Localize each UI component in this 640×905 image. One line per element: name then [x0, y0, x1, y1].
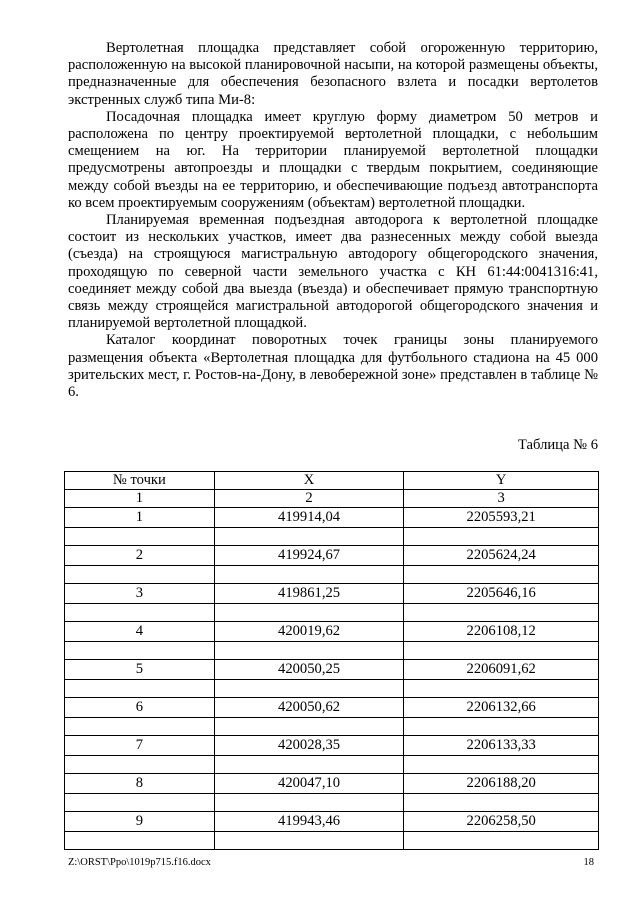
cell-point: 3 [65, 584, 215, 604]
cell-x: 420050,62 [214, 698, 404, 718]
paragraph-landing-pad: Посадочная площадка имеет круглую форму диаметром 50 метров и расположена по центру проектируемой вертолетной площадки, с небольшим смещением на юг. На территории планируемой вертолетной площадки предусмотрены автопроезды и площадки с твердым покрытием, соединяющие между собой въезды на ее территорию, и обеспечивающие подъезд автотранспорта ко всем проектируемым сооружениям (объектам) вертолетной площадки. [68, 108, 598, 211]
footer-file-path: Z:\ORST\Ppo\1019p715.f16.docx [68, 857, 211, 868]
column-number-2: 2 [214, 490, 404, 508]
empty-cell [214, 756, 404, 774]
table-spacer-row [65, 832, 599, 850]
table-row [65, 812, 599, 832]
empty-cell [65, 680, 215, 698]
table-row [65, 660, 599, 680]
table-column-numbers-row [65, 490, 599, 508]
table-caption: Таблица № 6 [518, 437, 598, 453]
empty-cell [404, 718, 599, 736]
table-spacer-row [65, 718, 599, 736]
cell-point: 8 [65, 774, 215, 794]
empty-cell [65, 566, 215, 584]
cell-point: 7 [65, 736, 215, 756]
cell-point: 6 [65, 698, 215, 718]
table-row [65, 774, 599, 794]
cell-y: 2205593,21 [404, 508, 599, 528]
cell-y: 2205624,24 [404, 546, 599, 566]
table-spacer-row [65, 794, 599, 812]
empty-cell [404, 604, 599, 622]
empty-cell [214, 566, 404, 584]
cell-x: 419861,25 [214, 584, 404, 604]
table-row [65, 622, 599, 642]
header-x: X [214, 472, 404, 490]
empty-cell [214, 642, 404, 660]
header-y: Y [404, 472, 599, 490]
table-row [65, 698, 599, 718]
column-number-3: 3 [404, 490, 599, 508]
table-header-row [65, 472, 599, 490]
empty-cell [65, 718, 215, 736]
empty-cell [404, 680, 599, 698]
empty-cell [214, 832, 404, 850]
table-row [65, 736, 599, 756]
cell-point: 1 [65, 508, 215, 528]
empty-cell [65, 756, 215, 774]
empty-cell [65, 528, 215, 546]
empty-cell [65, 604, 215, 622]
footer-page-number: 18 [583, 857, 594, 868]
cell-y: 2206188,20 [404, 774, 599, 794]
empty-cell [404, 756, 599, 774]
column-number-1: 1 [65, 490, 215, 508]
empty-cell [404, 642, 599, 660]
table-spacer-row [65, 528, 599, 546]
empty-cell [404, 566, 599, 584]
cell-point: 2 [65, 546, 215, 566]
empty-cell [214, 794, 404, 812]
cell-y: 2206091,62 [404, 660, 599, 680]
table-spacer-row [65, 604, 599, 622]
cell-x: 419914,04 [214, 508, 404, 528]
table-row [65, 546, 599, 566]
cell-y: 2206132,66 [404, 698, 599, 718]
empty-cell [404, 528, 599, 546]
empty-cell [404, 832, 599, 850]
empty-cell [214, 680, 404, 698]
cell-x: 420050,25 [214, 660, 404, 680]
empty-cell [214, 604, 404, 622]
empty-cell [65, 794, 215, 812]
empty-cell [214, 528, 404, 546]
cell-x: 420019,62 [214, 622, 404, 642]
table-spacer-row [65, 756, 599, 774]
body-text [68, 40, 598, 401]
cell-y: 2206133,33 [404, 736, 599, 756]
paragraph-coordinate-catalog: Каталог координат поворотных точек границы зоны планируемого размещения объекта «Вертолетная площадка для футбольного стадиона на 45 000 зрительских мест, г. Ростов-на-Дону, в левобережной зоне» представлен в таблице № 6. [68, 332, 598, 401]
cell-x: 420028,35 [214, 736, 404, 756]
coordinates-table [64, 471, 599, 850]
empty-cell [404, 794, 599, 812]
table-row [65, 584, 599, 604]
header-point: № точки [65, 472, 215, 490]
cell-point: 4 [65, 622, 215, 642]
table-spacer-row [65, 680, 599, 698]
cell-x: 419943,46 [214, 812, 404, 832]
cell-y: 2206108,12 [404, 622, 599, 642]
paragraph-access-road: Планируемая временная подъездная автодорога к вертолетной площадке состоит из нескольких участков, имеет два разнесенных между собой выезда (съезда) на строящуюся магистральную автодорогу общегородского значения, проходящую по северной части земельного участка с КН 61:44:0041316:41, соединяет между собой два выезда (въезда) и обеспечивает прямую транспортную связь между строящейся магистральной автодорогой общегородского значения и планируемой вертолетной площадкой. [68, 212, 598, 332]
cell-y: 2205646,16 [404, 584, 599, 604]
cell-x: 420047,10 [214, 774, 404, 794]
table-row [65, 508, 599, 528]
empty-cell [65, 642, 215, 660]
cell-x: 419924,67 [214, 546, 404, 566]
cell-point: 9 [65, 812, 215, 832]
table-spacer-row [65, 642, 599, 660]
cell-point: 5 [65, 660, 215, 680]
empty-cell [214, 718, 404, 736]
empty-cell [65, 832, 215, 850]
cell-y: 2206258,50 [404, 812, 599, 832]
table-spacer-row [65, 566, 599, 584]
paragraph-helipad-description: Вертолетная площадка представляет собой огороженную территорию, расположенную на высокой планировочной насыпи, на которой размещены объекты, предназначенные для обеспечения безопасного взлета и посадки вертолетов экстренных служб типа Ми-8: [68, 40, 598, 108]
